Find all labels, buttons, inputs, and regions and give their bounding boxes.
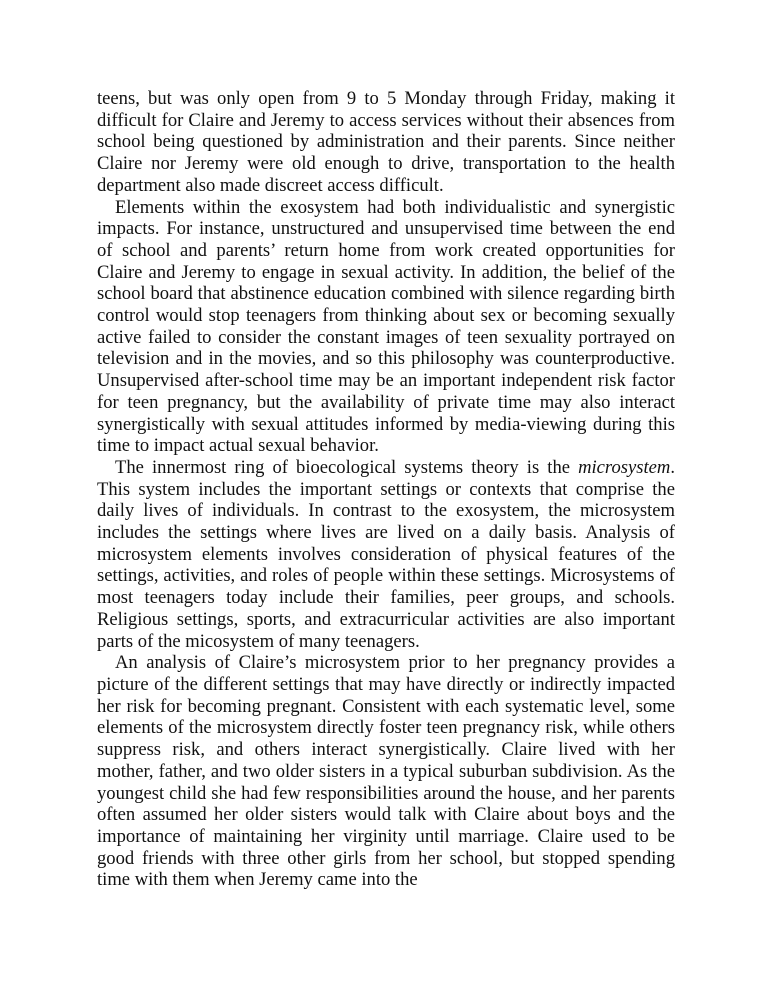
paragraph-text: An analysis of Claire’s microsystem prior to her pregnancy provides a picture of the different settings that may have directly or indirectly impacted her risk for becoming pregnant. Consistent with each systematic level, some elements of the microsystem directly foster teen pregnancy risk, while others suppress risk, and others interact synergistically. Claire lived with her mother, father, and two older sisters in a typical suburban subdivision. As the youngest child she had few responsibilities around the house, and her parents often assumed her older sisters would talk with Claire about boys and the importance of maintaining her virginity until marriage. Claire used to be good friends with three other girls from her school, but stopped spending time with them when Jeremy came into the [97,652,675,891]
paragraph-text: Elements within the exosystem had both individualistic and synergistic impacts. For instance, unstructured and unsupervised time between the end of school and parents’ return home from work created opportunities for Claire and Jeremy to engage in sexual activity. In addition, the belief of the school board that abstinence education combined with silence regarding birth control would stop teenagers from thinking about sex or becoming sexually active failed to consider the constant images of teen sexuality portrayed on television and in the movies, and so this philosophy was counterproductive. Unsupervised after-school time may be an important independent risk factor for teen pregnancy, but the availability of private time may also interact synergistically with sexual attitudes informed by media-viewing during this time to impact actual sexual behavior. [97,196,675,457]
paragraph-1 [97,88,675,197]
document-page [97,88,675,891]
paragraph-4 [97,652,675,891]
paragraph-text: . This system includes the important settings or contexts that comprise the daily lives of individuals. In contrast to the exosystem, the microsystem includes the settings where lives are lived on a daily basis. Analysis of microsystem elements involves consideration of physical features of the settings, activities, and roles of people within these settings. Microsystems of most teenagers today include their families, peer groups, and schools. Religious settings, sports, and extracurricular activities are also important parts of the micosystem of many teenagers. [97,456,675,652]
paragraph-text: teens, but was only open from 9 to 5 Monday through Friday, making it difficult for Claire and Jeremy to access services without their absences from school being questioned by administration and their parents. Since neither Claire nor Jeremy were old enough to drive, transportation to the health department also made discreet access difficult. [97,88,675,196]
italic-term: microsystem [578,456,671,478]
paragraph-text: The innermost ring of bioecological systems theory is the [115,456,579,478]
paragraph-2 [97,197,675,457]
paragraph-3 [97,457,675,652]
